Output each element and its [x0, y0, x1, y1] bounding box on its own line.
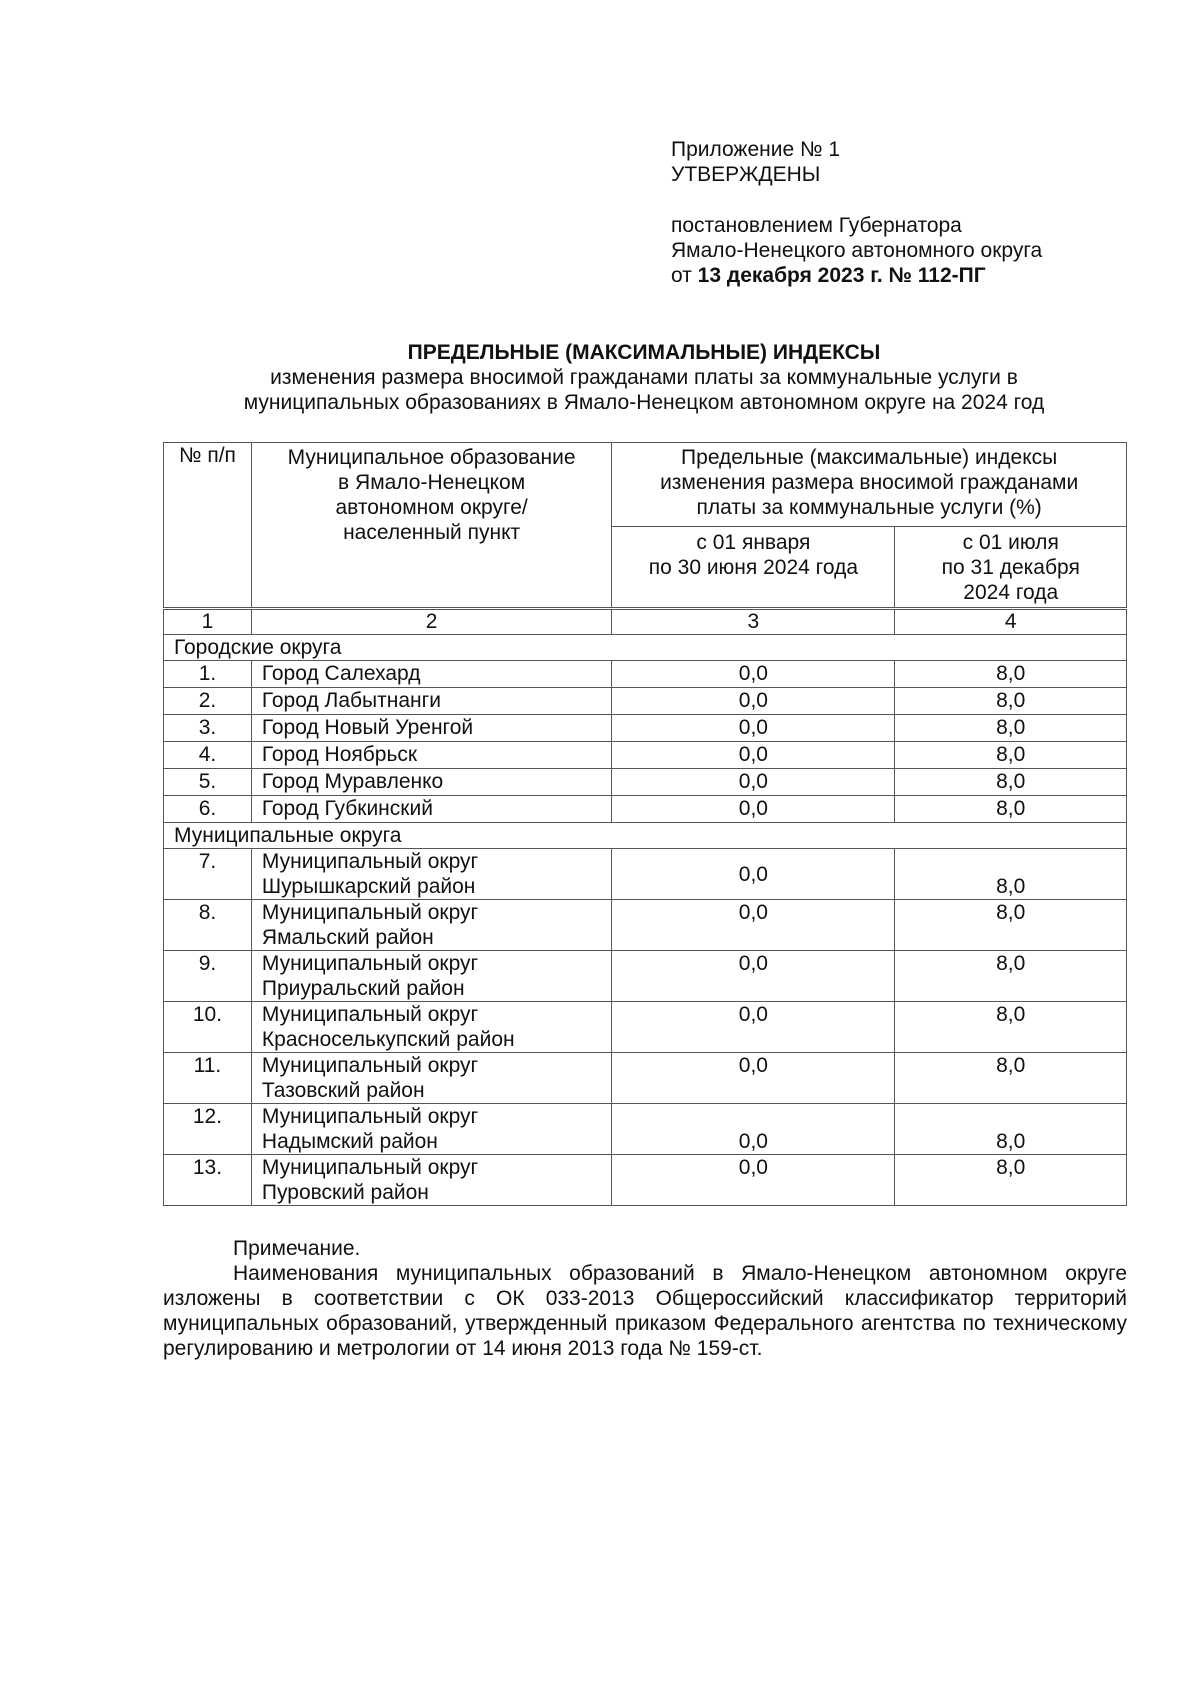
table-row: 9. Муниципальный округ Приуральский район 0,0 8,0 [164, 951, 1127, 1002]
header-indices-group: Предельные (максимальные) индексы изменения размера вносимой гражданами платы за коммунальные услуги (%) [612, 443, 1127, 527]
table-row: 3. Город Новый Уренгой 0,0 8,0 [164, 715, 1127, 742]
approval-block [671, 137, 1111, 288]
decree-date-line: от 13 декабря 2023 г. № 112-ПГ [671, 264, 986, 287]
column-number: 3 [612, 609, 895, 635]
group-row-municipal [164, 823, 1127, 849]
table-header-row [164, 443, 1127, 527]
document-subtitle-1: изменения размера вносимой гражданами платы за коммунальные услуги в [270, 366, 1018, 389]
group-label: Городские округа [164, 635, 1127, 661]
column-numbers-row [164, 609, 1127, 635]
table-row: 13. Муниципальный округ Пуровский район 0,0 8,0 [164, 1155, 1127, 1206]
table-row: 2. Город Лабытнанги 0,0 8,0 [164, 688, 1127, 715]
header-num: № п/п [164, 443, 252, 609]
decree-line: постановлением Губернатора [671, 214, 962, 237]
document-subtitle-2: муниципальных образованиях в Ямало-Ненецком автономном округе на 2024 год [243, 391, 1045, 414]
table-row: 7. Муниципальный округ Шурышкарский район 0,0 8,0 [164, 849, 1127, 900]
note-text: Наименования муниципальных образований в Ямало-Ненецком автономном округе изложены в соответствии с ОК 033-2013 Общероссийский классификатор территорий муниципальных образований, утвержденный приказом Федерального агентства по техническому регулированию и метрологии от 14 июня 2013 года № 159-ст. [163, 1262, 1127, 1360]
column-number: 1 [164, 609, 252, 635]
column-number: 4 [895, 609, 1127, 635]
header-period-1: с 01 января по 30 июня 2024 года [612, 527, 895, 609]
header-period-2: с 01 июля по 31 декабря 2024 года [895, 527, 1127, 609]
decree-date-number: 13 декабря 2023 г. № 112-ПГ [697, 264, 986, 287]
table-row: 8. Муниципальный округ Ямальский район 0,0 8,0 [164, 900, 1127, 951]
table-row: 5. Город Муравленко 0,0 8,0 [164, 769, 1127, 796]
indices-table [163, 442, 1127, 1206]
document-title: ПРЕДЕЛЬНЫЕ (МАКСИМАЛЬНЫЕ) ИНДЕКСЫ [407, 341, 881, 364]
table-row: 6. Город Губкинский 0,0 8,0 [164, 796, 1127, 823]
table-row: 11. Муниципальный округ Тазовский район 0,0 8,0 [164, 1053, 1127, 1104]
group-label: Муниципальные округа [164, 823, 1127, 849]
table-row: 10. Муниципальный округ Красноселькупский район 0,0 8,0 [164, 1002, 1127, 1053]
table-row: 4. Город Ноябрьск 0,0 8,0 [164, 742, 1127, 769]
column-number: 2 [251, 609, 611, 635]
approved-label: УТВЕРЖДЕНЫ [671, 163, 821, 186]
region-line: Ямало-Ненецкого автономного округа [671, 239, 1043, 262]
note-title: Примечание. [233, 1237, 361, 1260]
note-block [163, 1236, 1127, 1361]
table-row: 12. Муниципальный округ Надымский район 0,0 8,0 [164, 1104, 1127, 1155]
table-row: 1. Город Салехард 0,0 8,0 [164, 661, 1127, 688]
group-row-city [164, 635, 1127, 661]
document-title-block [162, 340, 1126, 415]
appendix-label: Приложение № 1 [671, 138, 841, 161]
header-municipality: Муниципальное образование в Ямало-Ненецком автономном округе/ населенный пункт [251, 443, 611, 609]
